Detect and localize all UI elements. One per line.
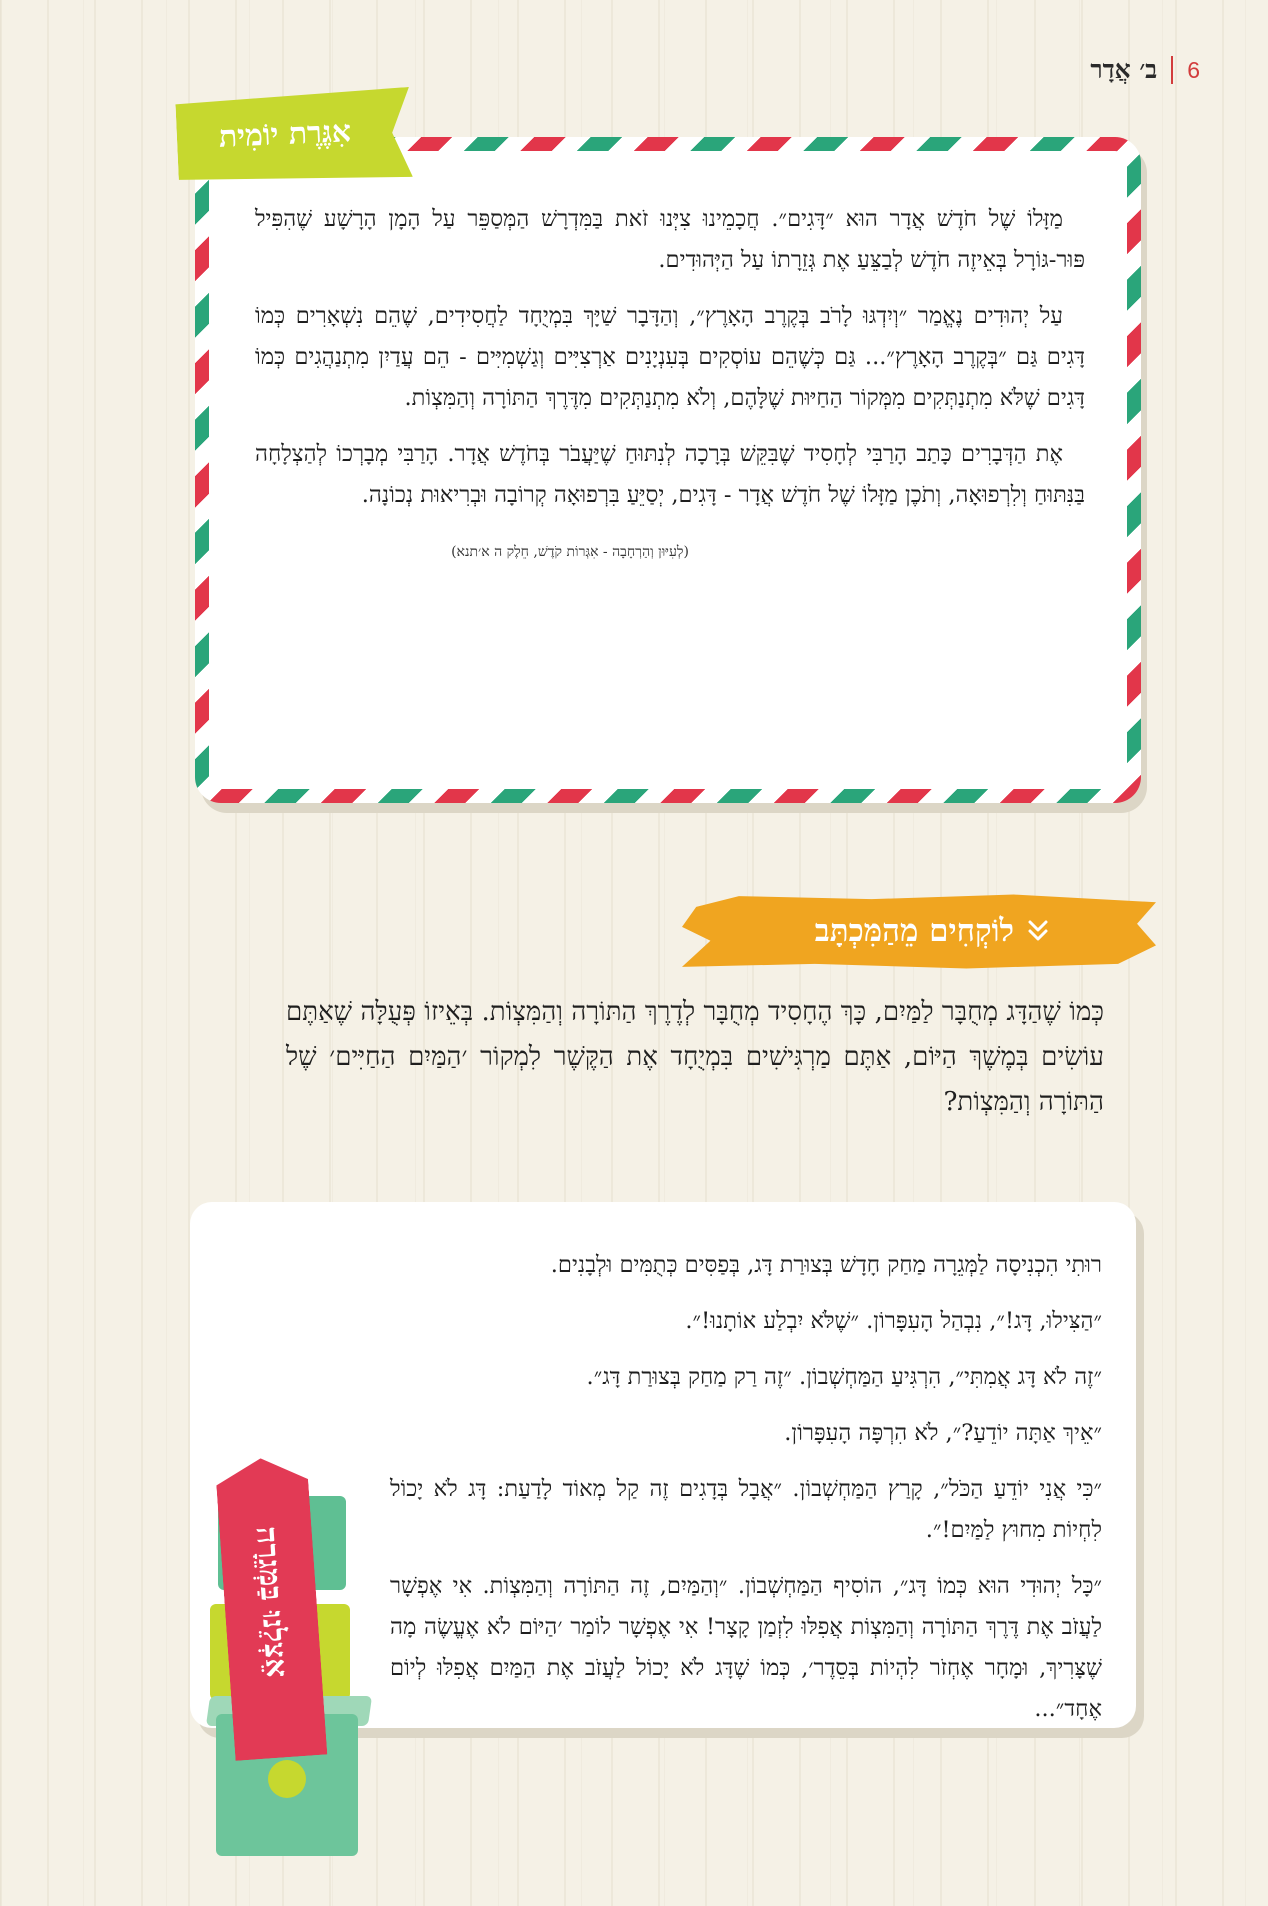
letter-paragraph: מַזָּלוֹ שֶׁל חֹדֶשׁ אֲדָר הוּא ״דָּגִים״. חֲכָמֵינוּ צִיְּנוּ זֹאת בַּמִּדְרָשׁ הַמְּסַפֵּר עַל הָמָן הָרָשָׁע שֶׁהִפִּיל פּוּר-גּוֹרָל בְּאֵיזֶה חֹדֶשׁ לְבַצֵּעַ אֶת גְּזֵרָתוֹ עַל הַיְּהוּדִים.: [255, 206, 1085, 273]
letter-source: (לְעִיּוּן וְהַרְחָבָה - אִגְּרוֹת קֹדֶשׁ, חֵלֶק ה א׳תנא): [451, 544, 689, 560]
lesson-banner-content: [720, 900, 1050, 962]
story-paragraph: ״הַצִּילוּ, דָּג!״, נִבְהַל הָעִפָּרוֹן. ״שֶׁלֹּא יִבְלַע אוֹתָנוּ!״.: [685, 1308, 1102, 1334]
double-chevron-down-icon: [1026, 916, 1050, 946]
lesson-banner-title: לוֹקְחִים מֵהַמִּכְתָּב: [814, 913, 1014, 949]
letter-paragraph: עַל יְהוּדִים נֶאֱמַר ״וְיִדְגּוּ לָרֹב בְּקֶרֶב הָאָרֶץ״, וְהַדָּבָר שַׁיָּךְ בִּמְיֻחָד לַחֲסִידִים, שֶׁהֵם נִשְׁאָרִים כְּמוֹ דָּגִים גַּם ״בְּקֶרֶב הָאָרֶץ״... גַּם כְּשֶׁהֵם עוֹסְקִים בְּעִנְיָנִים אַרְצִיִּים וְגַשְׁמִיִּים - הֵם עֲדַיִן מִתְנַהֲגִים כְּמוֹ דָּגִים שֶׁלֹּא מִתְנַתְּקִים מִמְּקוֹר הַחַיּוּת שֶׁלָּהֶם, וְלֹא מִתְנַתְּקִים מִדֶּרֶךְ הַתּוֹרָה וְהַמִּצְוֹת.: [255, 303, 1085, 411]
page-header: [1090, 52, 1200, 88]
story-paragraph: ״כִּי אֲנִי יוֹדֵעַ הַכֹּל״, קָרַץ הַמַּחְשְׁבוֹן. ״אֲבָל בְּדָגִים זֶה קַל מְאוֹד לָדַעַת: דָּג לֹא יָכוֹל לִחְיוֹת מִחוּץ לַמַּיִם!״.: [390, 1476, 1102, 1543]
story-paragraph: ״זֶה לֹא דָּג אֲמִתִּי״, הִרְגִּיעַ הַמַּחְשְׁבוֹן. ״זֶה רַק מַחַק בְּצוּרַת דָּג״.: [586, 1364, 1102, 1390]
drawer-ribbon-label: אֵצְלֵנוּ בַּמְּגֵרָה: [248, 1525, 295, 1679]
letter-body: [255, 199, 1085, 573]
page-date: ב׳ אֲדָר: [1090, 55, 1158, 84]
story-body: [390, 1245, 1102, 1745]
story-paragraph: ״כָּל יְהוּדִי הוּא כְּמוֹ דָּג״, הוֹסִיף הַמַּחְשְׁבוֹן. ״וְהַמַּיִם, זֶה הַתּוֹרָה וְהַמִּצְוֹת. אִי אֶפְשָׁר לַעֲזֹב אֶת דֶּרֶךְ הַתּוֹרָה וְהַמִּצְוֹת אֲפִלּוּ לִזְמַן קָצָר! אִי אֶפְשָׁר לוֹמַר ׳הַיּוֹם לֹא אֶעֱשֶׂה מָה שֶׁצָּרִיךְ, וּמָחָר אֶחְזֹר לִהְיוֹת בְּסֵדֶר׳, כְּמוֹ שֶׁדָּג לֹא יָכוֹל לַעֲזֹב אֶת הַמַּיִם אֲפִלּוּ לְיוֹם אֶחָד״...: [390, 1573, 1102, 1722]
letter-card: [195, 137, 1143, 811]
letter-paragraph: אֶת הַדְּבָרִים כָּתַב הָרַבִּי לְחָסִיד שֶׁבִּקֵּשׁ בְּרָכָה לְנִתּוּחַ שֶׁיַּעֲבֹר בְּחֹדֶשׁ אֲדָר. הָרַבִּי מְבָרְכוֹ לְהַצְלָחָה בַּנִּתּוּחַ וְלִרְפוּאָה, וְתֹכֶן מַזָּלוֹ שֶׁל חֹדֶשׁ אֲדָר - דָּגִים, יְסַיֵּעַ בִּרְפוּאָה קְרוֹבָה וּבְרִיאוּת נְכוֹנָה.: [255, 441, 1085, 508]
daily-letter-tag-label: אִגֶּרֶת יוֹמִית: [218, 114, 352, 155]
story-paragraph: ״אֵיךְ אַתָּה יוֹדֵעַ?״, לֹא הִרְפָּה הָעִפָּרוֹן.: [784, 1420, 1102, 1446]
drawer-knob-decoration: [268, 1760, 306, 1798]
header-divider: [1171, 56, 1173, 84]
page-number: 6: [1187, 56, 1200, 83]
lesson-text: כְּמוֹ שֶׁהַדָּג מְחֻבָּר לַמַּיִם, כָּךְ הֶחָסִיד מְחֻבָּר לְדֶרֶךְ הַתּוֹרָה וְהַמִּצְוֹת. בְּאֵיזוֹ פְּעֻלָּה שֶׁאַתֶּם עוֹשִׂים בְּמֶשֶׁךְ הַיּוֹם, אַתֶּם מַרְגִּישִׁים בִּמְיֻחָד אֶת הַקֶּשֶׁר לִמְקוֹר ׳הַמַּיִם הַחַיִּים׳ שֶׁל הַתּוֹרָה וְהַמִּצְוֹת?: [286, 997, 1104, 1117]
story-paragraph: רוּתִי הִכְנִיסָה לַמְּגֵרָה מַחַק חָדָשׁ בְּצוּרַת דָּג, בְּפַסִּים כְּתֻמִּים וּלְבָנִים.: [550, 1252, 1102, 1278]
